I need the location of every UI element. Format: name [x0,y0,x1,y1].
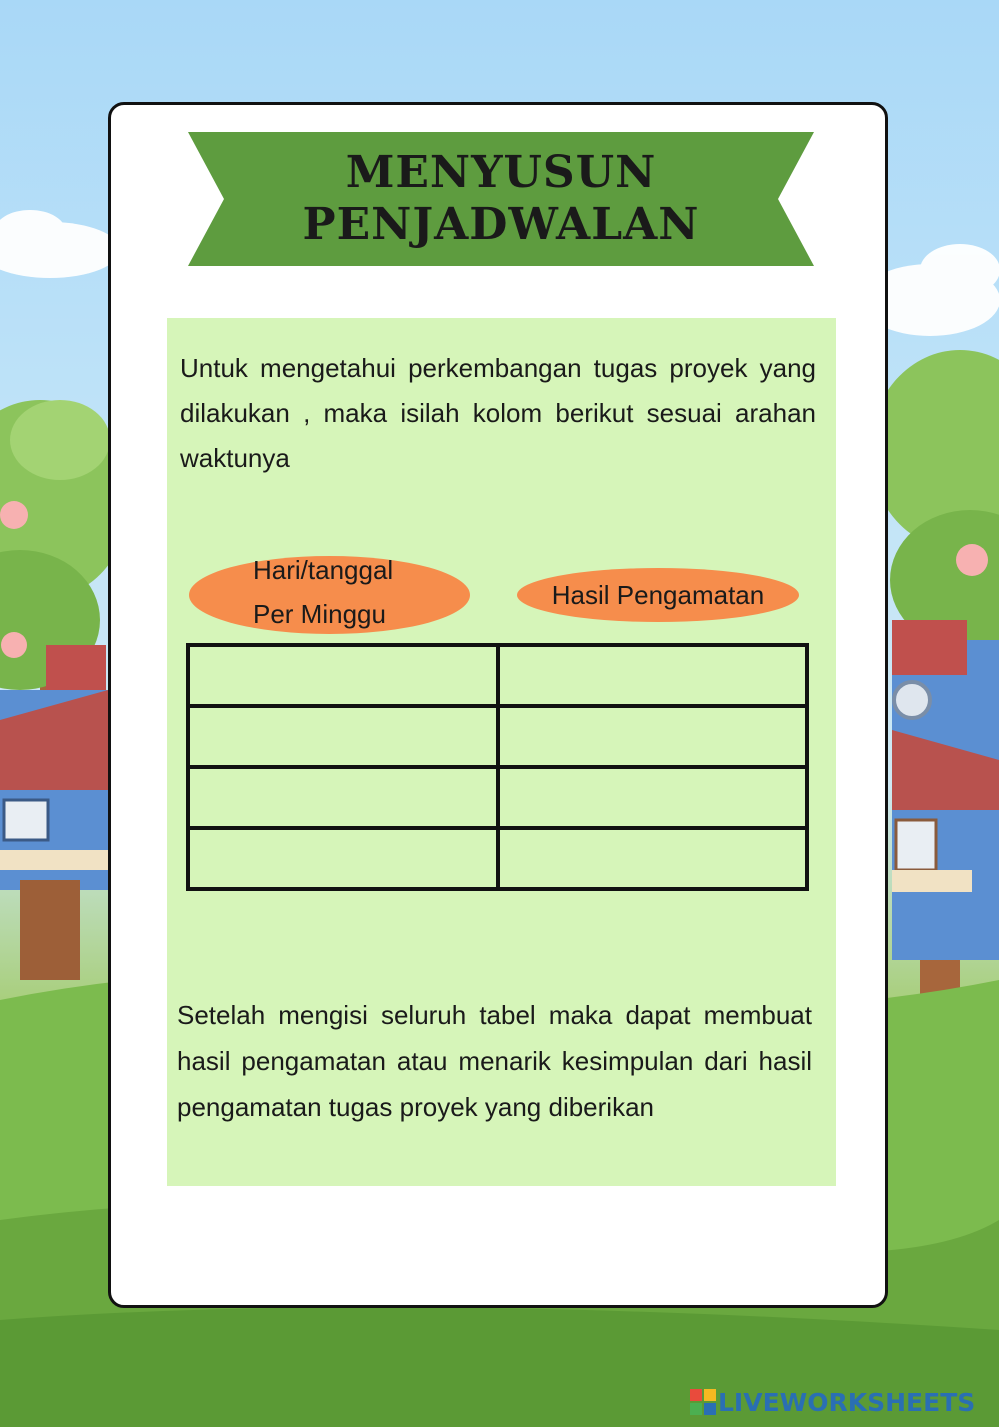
conclusion-paragraph: Setelah mengisi seluruh tabel maka dapat membuat hasil pengamatan atau menarik kesimpulan dari hasil pengamatan tugas proyek yang diberikan [177,1000,812,1122]
schedule-table [186,643,809,891]
table-row [188,706,807,767]
table-row [188,645,807,706]
result-cell[interactable] [498,706,808,767]
date-cell[interactable] [188,706,498,767]
date-column-header [189,556,470,634]
result-cell[interactable] [498,828,808,889]
liveworksheets-logo-icon [690,1389,716,1415]
page-title [188,132,814,266]
liveworksheets-logo [690,1385,975,1419]
date-header-line1: Hari/tanggal [253,555,394,585]
result-cell[interactable] [498,645,808,706]
date-cell[interactable] [188,828,498,889]
date-cell[interactable] [188,767,498,828]
table-row [188,828,807,889]
brand-name: LIVEWORKSHEETS [718,1387,976,1417]
result-cell[interactable] [498,767,808,828]
page-title-line1: MENYUSUN [345,147,657,198]
page-title-line2: PENJADWALAN [302,199,700,250]
result-header-label: Hasil Pengamatan [551,579,765,610]
date-cell[interactable] [188,645,498,706]
result-column-header [517,568,799,622]
date-header-line2: Per Minggu [253,599,386,629]
intro-paragraph: Untuk mengetahui perkembangan tugas proyek yang dilakukan , maka isilah kolom berikut sesuai arahan waktunya [180,353,816,473]
table-row [188,767,807,828]
